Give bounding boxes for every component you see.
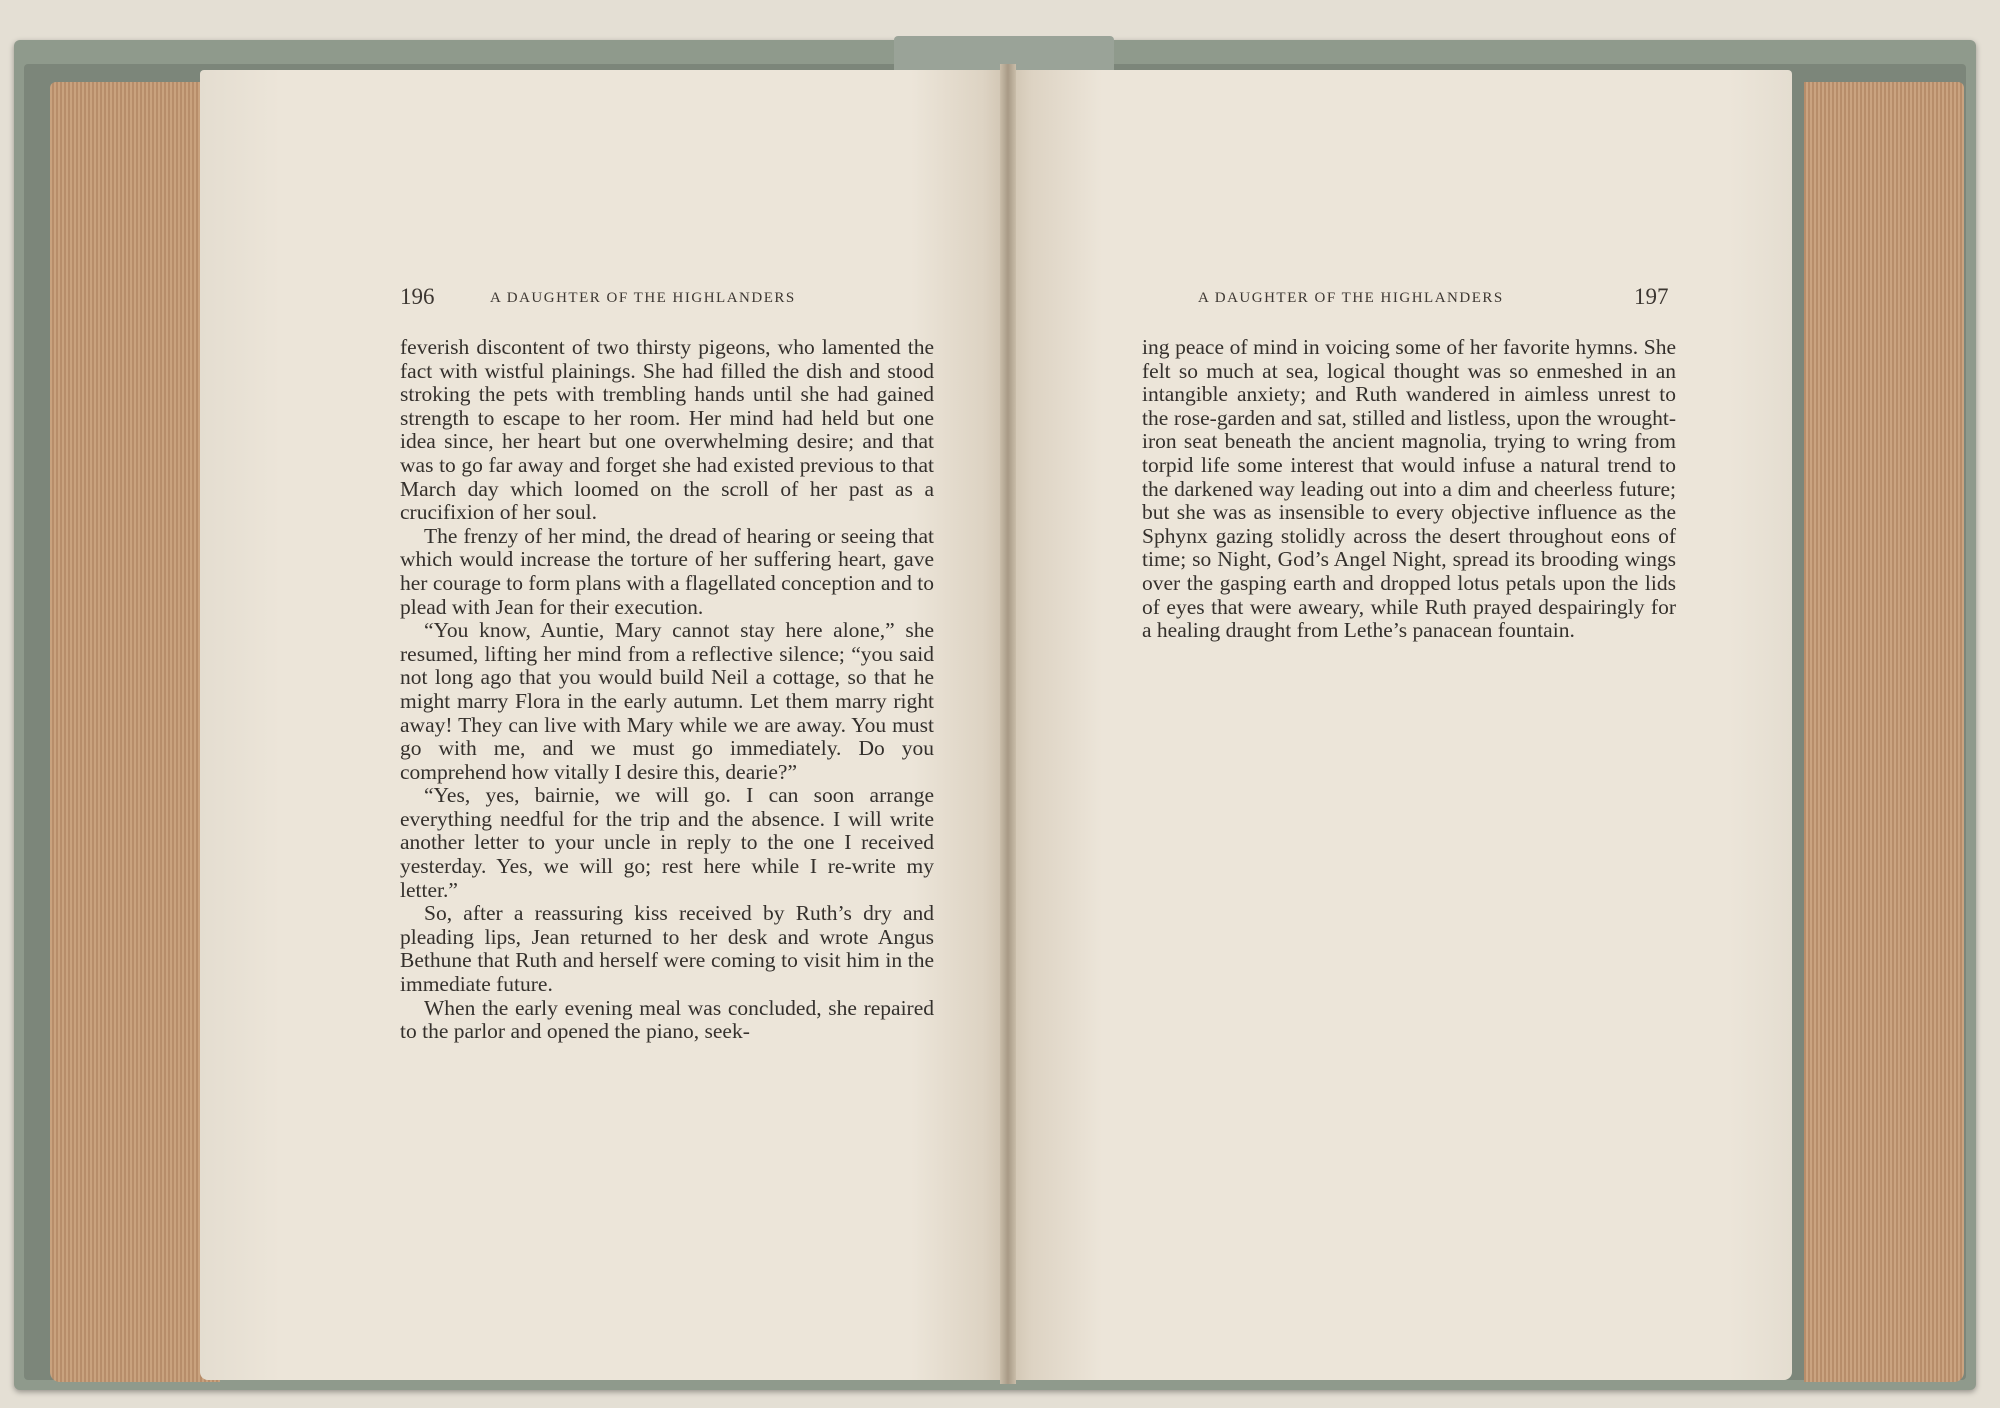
left-page-edges	[50, 82, 220, 1382]
right-page-edges	[1804, 82, 1964, 1382]
right-running-head: A DAUGHTER OF THE HIGHLANDERS	[1198, 290, 1504, 306]
paragraph: So, after a reassuring kiss received by Ruth’s dry and pleading lips, Jean returned to her desk and wrote Angus Bethune that Ruth and herself were coming to visit him in the immediate future.	[400, 901, 934, 997]
paragraph: ing peace of mind in voicing some of her favorite hymns. She felt so much at sea, logical thought was so enmeshed in an intangible anxiety; and Ruth wandered in aimless unrest to the rose-garden and sat, stilled and listless, upon the wrought-iron seat beneath the ancient magnolia, trying to wring from torpid life some interest that would infuse a natural trend to the darkened way leading out into a dim and cheerless future; but she was as insensible to every objective influence as the Sphynx gazing stolidly across the desert throughout eons of time; so Night, God’s Angel Night, spread its brooding wings over the gasping earth and dropped lotus petals upon the lids of eyes that were aweary, while Ruth prayed despairingly for a healing draught from Lethe’s panacean fountain.	[1142, 335, 1676, 643]
paragraph: When the early evening meal was concluded, she repaired to the parlor and opened the piano, seek-	[400, 995, 934, 1044]
paragraph: “Yes, yes, bairnie, we will go. I can soon arrange everything needful for the trip and the absence. I will write another letter to your uncle in reply to the one I received yesterday. Yes, we will go; rest here while I re-write my letter.”	[400, 783, 934, 902]
right-page-number: 197	[1634, 284, 1669, 309]
book-gutter	[1000, 64, 1016, 1384]
left-running-head: A DAUGHTER OF THE HIGHLANDERS	[490, 290, 796, 306]
paragraph: feverish discontent of two thirsty pigeons, who lamented the fact with wistful plainings. She had filled the dish and stood stroking the pets with trembling hands until she had gained strength to escape to her room. Her mind had held but one idea since, her heart but one overwhelming desire; and that was to go far away and forget she had existed previous to that March day which loomed on the scroll of her past as a crucifixion of her soul.	[400, 335, 934, 525]
right-page	[1008, 70, 1792, 1380]
paragraph: “You know, Auntie, Mary cannot stay here alone,” she resumed, lifting her mind from a reflective silence; “you said not long ago that you would build Neil a cottage, so that he might marry Flora in the early autumn. Let them marry right away! They can live with Mary while we are away. You must go with me, and we must go immediately. Do you comprehend how vitally I desire this, dearie?”	[400, 618, 934, 784]
left-page-text	[400, 336, 934, 1044]
paragraph: The frenzy of her mind, the dread of hearing or seeing that which would increase the torture of her suffering heart, gave her courage to form plans with a flagellated conception and to plead with Jean for their execution.	[400, 523, 934, 619]
left-page-number: 196	[400, 284, 435, 309]
right-page-text	[1142, 336, 1676, 643]
